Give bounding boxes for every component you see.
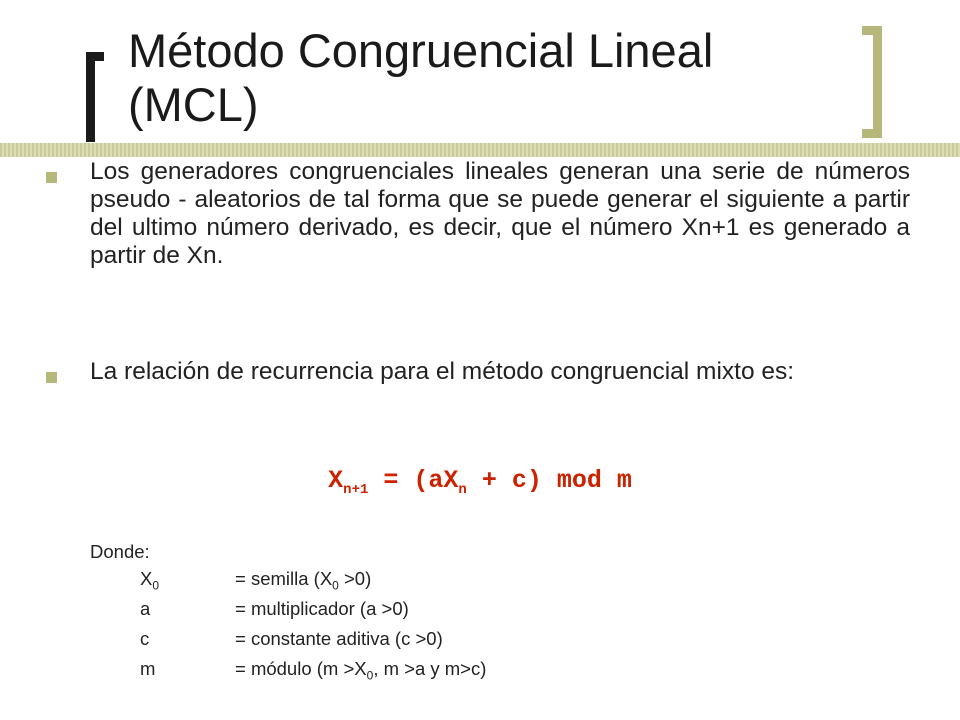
definitions-list <box>140 568 486 688</box>
definition-row <box>140 628 486 658</box>
definition-symbol: c <box>140 628 150 649</box>
donde-label: Donde: <box>90 541 150 562</box>
formula-lhs: X <box>328 466 344 495</box>
formula-rest: + c) mod m <box>466 466 632 495</box>
definition-text: = multiplicador (a >0) <box>235 598 409 619</box>
definition-symbol: $X_0$ <box>140 568 160 593</box>
definition-text: = módulo ($m >X_0$, m >a y m>c) <box>235 658 487 683</box>
slide-title: Método Congruencial Lineal (MCL) <box>128 24 714 131</box>
definition-symbol: a <box>140 598 151 619</box>
definition-row <box>140 598 486 628</box>
title-divider <box>0 143 960 157</box>
formula-x-subscript: n <box>458 482 467 498</box>
title-bracket-right <box>862 26 882 138</box>
bullet-square-icon <box>46 172 57 183</box>
definition-text: = semilla $(X_0 >0)$ <box>235 568 372 593</box>
formula-equals: = (aX <box>368 466 459 495</box>
paragraph-definition: Los generadores congruenciales lineales generan una serie de números pseudo - aleatorios de tal forma que se puede generar el siguiente a partir del ultimo número derivado, es decir, que el número Xn+1 es generado a partir de Xn. <box>90 158 910 269</box>
definition-row <box>140 658 486 688</box>
definition-text: = constante aditiva (c >0) <box>235 628 443 649</box>
bullet-square-icon <box>46 372 57 383</box>
formula-lhs-subscript: n+1 <box>343 482 369 498</box>
title-bracket-left <box>86 52 104 142</box>
recurrence-formula <box>0 466 960 498</box>
definition-row <box>140 568 486 598</box>
paragraph-recurrence: La relación de recurrencia para el método congruencial mixto es: <box>90 358 795 385</box>
definition-symbol: m <box>140 658 156 679</box>
